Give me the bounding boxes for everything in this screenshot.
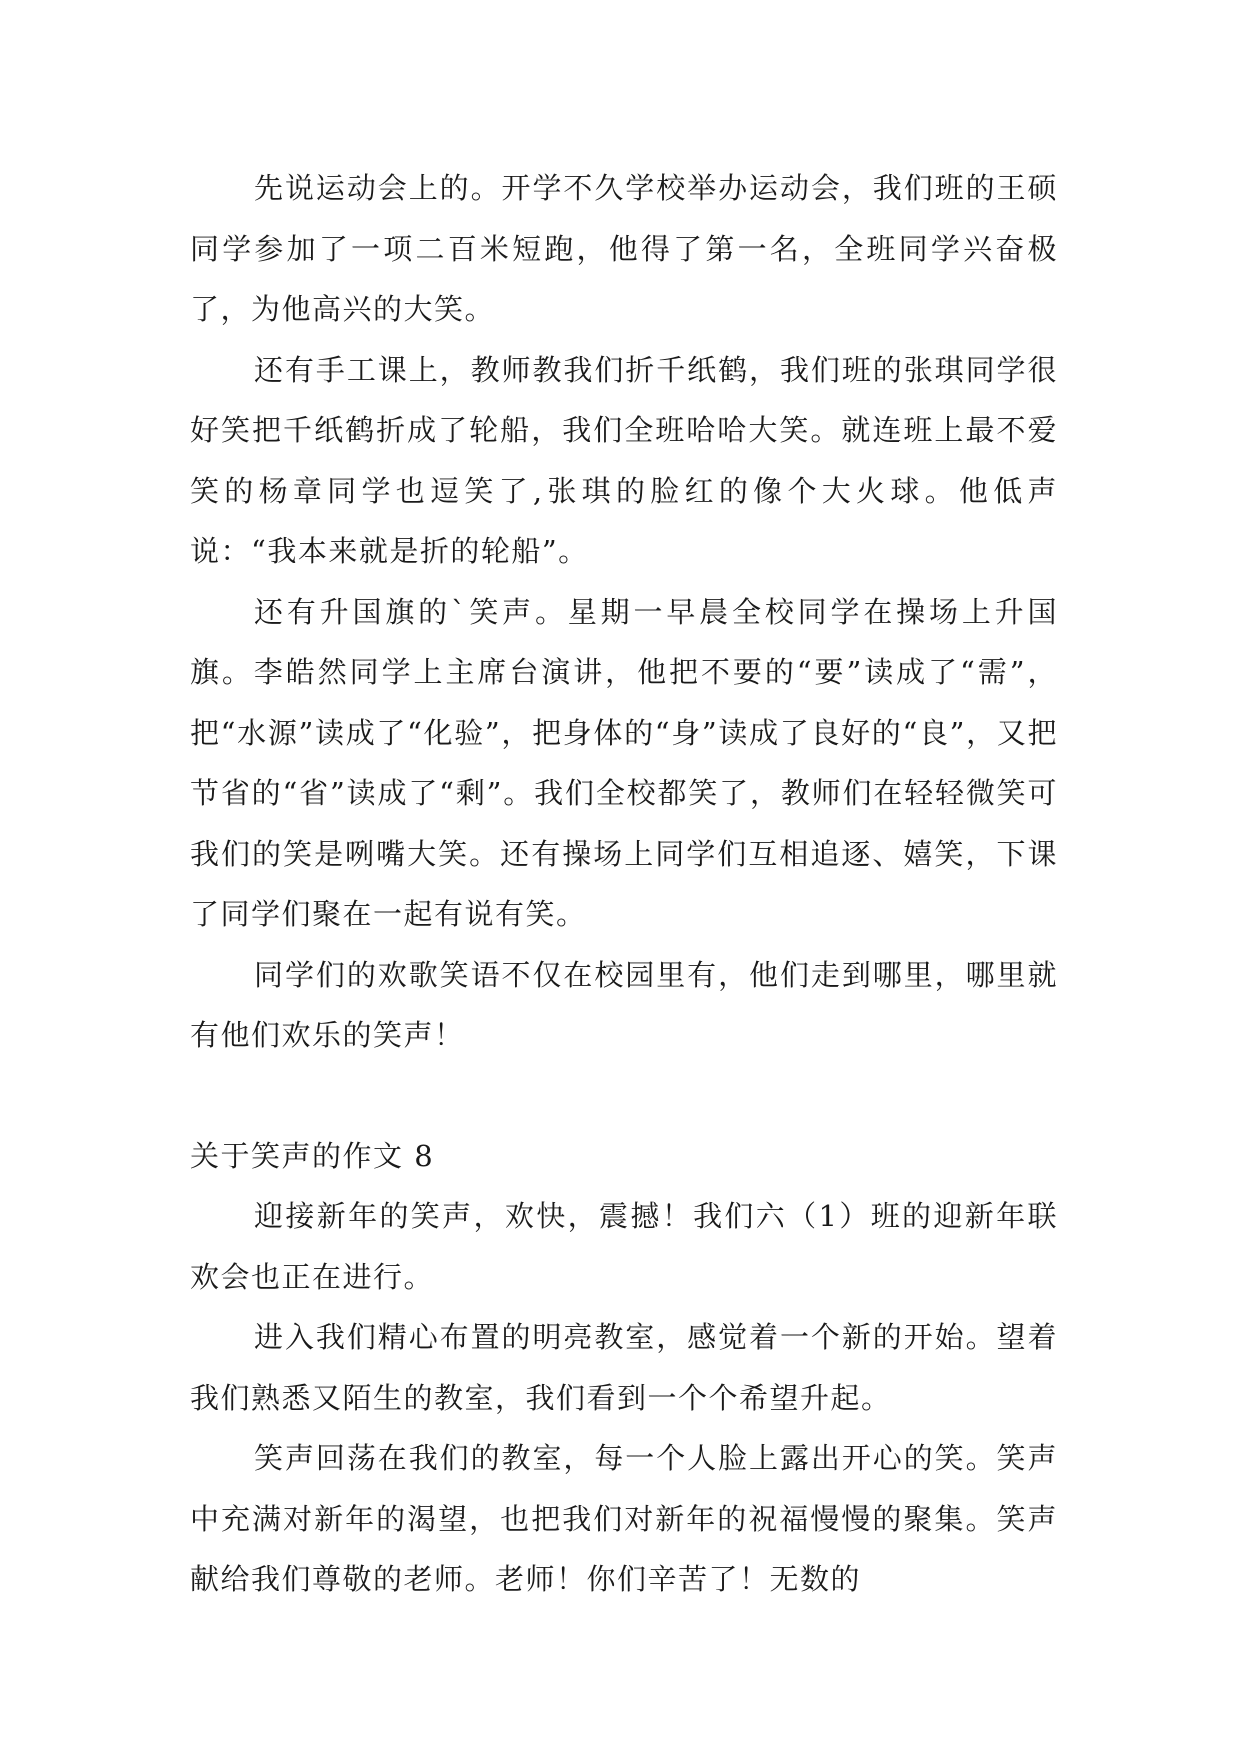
- paragraph-flag-raising: 还有升国旗的`笑声。星期一早晨全校同学在操场上升国旗。李皓然同学上主席台演讲，他把不要的“要”读成了“需”，把“水源”读成了“化验”，把身体的“身”读成了良好的“良”，又把节省的“省”读成了“剩”。我们全校都笑了，教师们在轻轻微笑可我们的笑是咧嘴大笑。还有操场上同学们互相追逐、嬉笑，下课了同学们聚在一起有说有笑。: [190, 594, 1058, 931]
- section-gap: [190, 1066, 1058, 1126]
- paragraph-classroom: 进入我们精心布置的明亮教室，感觉着一个新的开始。望着我们熟悉又陌生的教室，我们看到一个个希望升起。: [190, 1320, 1058, 1415]
- document-page: [190, 158, 1058, 1610]
- paragraph-laughter-everywhere: 同学们的欢歌笑语不仅在校园里有，他们走到哪里，哪里就有他们欢乐的笑声！: [190, 957, 1058, 1052]
- paragraph-new-year: 迎接新年的笑声，欢快，震撼！我们六（1）班的迎新年联欢会也正在进行。: [190, 1199, 1058, 1294]
- section-title: 关于笑声的作文 8: [190, 1138, 435, 1173]
- paragraph-laughter-echo: 笑声回荡在我们的教室，每一个人脸上露出开心的笑。笑声中充满对新年的渴望，也把我们对新年的祝福慢慢的聚集。笑声献给我们尊敬的老师。老师！你们辛苦了！无数的: [190, 1441, 1058, 1596]
- paragraph-handcraft-class: 还有手工课上，教师教我们折千纸鹤，我们班的张琪同学很好笑把千纸鹤折成了轮船，我们全班哈哈大笑。就连班上最不爱笑的杨章同学也逗笑了,张琪的脸红的像个大火球。他低声说：“我本来就是折的轮船”。: [190, 352, 1058, 568]
- paragraph-sports-day: 先说运动会上的。开学不久学校举办运动会，我们班的王硕同学参加了一项二百米短跑，他得了第一名，全班同学兴奋极了，为他高兴的大笑。: [190, 171, 1058, 326]
